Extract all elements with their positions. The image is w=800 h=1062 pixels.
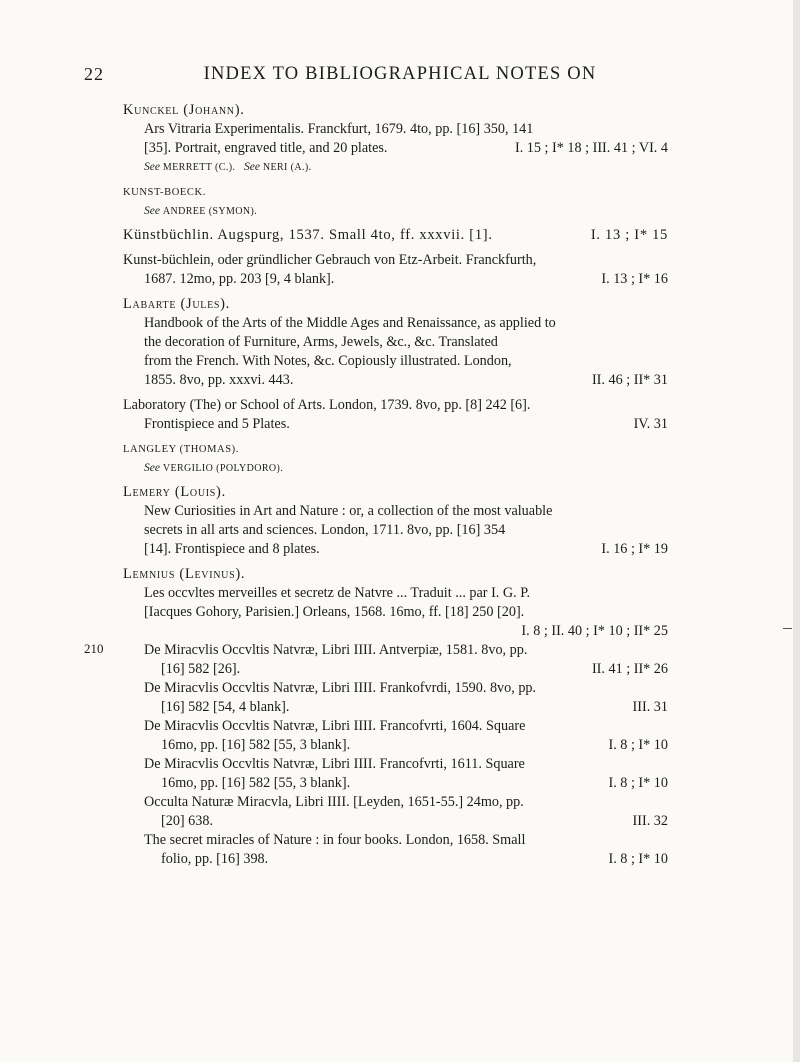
- margin-number: 210: [84, 641, 104, 656]
- see-label: See: [144, 462, 160, 474]
- see-also: [123, 202, 668, 221]
- entry-line: The secret miracles of Nature : in four books. London, 1658. Small: [144, 832, 526, 848]
- page-number: 22: [84, 64, 104, 84]
- see-also: [123, 459, 668, 478]
- entry-line-text: [14]. Frontispiece and 8 plates.: [144, 541, 320, 557]
- entry-line: [123, 812, 668, 831]
- edition-item: [123, 755, 668, 793]
- entry-line: Laboratory (The) or School of Arts. London, 1739. 8vo, pp. [8] 242 [6].: [123, 397, 531, 413]
- entry-line-text: [35]. Portrait, engraved title, and 20 plates.: [144, 140, 388, 156]
- entry-line: [123, 774, 668, 793]
- see-name: ANDREE (SYMON).: [162, 206, 258, 217]
- entry-lemnius: [123, 565, 668, 641]
- entry-line: [123, 226, 668, 245]
- entry-line: the decoration of Furniture, Arms, Jewels, &c., &c. Translated: [144, 334, 498, 350]
- entry-labarte: [123, 295, 668, 390]
- volume-reference: IV. 31: [633, 416, 668, 432]
- entry-line: [123, 139, 668, 158]
- entry-line-text: 16mo, pp. [16] 582 [55, 3 blank].: [161, 775, 351, 791]
- volume-reference: I. 8 ; I* 10: [608, 775, 668, 791]
- entry-line: [123, 622, 668, 641]
- entry-line: [123, 415, 668, 434]
- edition-item: [123, 641, 668, 679]
- entry-line-text: 16mo, pp. [16] 582 [55, 3 blank].: [161, 737, 351, 753]
- entry-line: De Miracvlis Occvltis Natvræ, Libri IIII. Antverpiæ, 1581. 8vo, pp.: [144, 642, 528, 658]
- volume-reference: I. 8 ; I* 10: [608, 737, 668, 753]
- entry-line: [123, 270, 668, 289]
- entry-line: New Curiosities in Art and Nature : or, a collection of the most valuable: [144, 503, 553, 519]
- entry-line: [123, 660, 668, 679]
- volume-reference: I. 8 ; II. 40 ; I* 10 ; II* 25: [521, 623, 668, 639]
- entry-heading: Lemnius (Levinus).: [123, 566, 246, 582]
- entry-line-text: [20] 638.: [161, 813, 214, 829]
- edition-item: [123, 717, 668, 755]
- entry-kunstbuchlin: [123, 226, 668, 245]
- volume-reference: II. 46 ; II* 31: [591, 372, 668, 388]
- entry-line: [123, 371, 668, 390]
- volume-reference: I. 13 ; I* 15: [590, 227, 668, 243]
- entry-heading: Lemery (Louis).: [123, 484, 226, 500]
- entry-heading: KUNST-BOECK.: [123, 187, 206, 198]
- edition-item: [123, 831, 668, 869]
- entry-line: [123, 736, 668, 755]
- entry-laboratory: [123, 396, 668, 434]
- volume-reference: III. 31: [632, 699, 668, 715]
- page-title: INDEX TO BIBLIOGRAPHICAL NOTES ON: [203, 64, 597, 84]
- entry-line-text: Frontispiece and 5 Plates.: [144, 416, 290, 432]
- entry-line: Occulta Naturæ Miracvla, Libri IIII. [Leyden, 1651-55.] 24mo, pp.: [144, 794, 524, 810]
- entry-line: Les occvltes merveilles et secretz de Natvre ... Traduit ... par I. G. P.: [144, 585, 531, 601]
- entry-line: Kunst-büchlein, oder gründlicher Gebrauch von Etz-Arbeit. Franckfurth,: [123, 252, 537, 268]
- entry-line-text: [16] 582 [54, 4 blank].: [161, 699, 290, 715]
- volume-reference: III. 32: [632, 813, 668, 829]
- entry-line: Ars Vitraria Experimentalis. Franckfurt, 1679. 4to, pp. [16] 350, 141: [144, 121, 534, 137]
- entry-line: Handbook of the Arts of the Middle Ages and Renaissance, as applied to: [144, 315, 556, 331]
- lemnius-editions: [0, 641, 800, 869]
- volume-reference: II. 41 ; II* 26: [591, 661, 668, 677]
- entry-kunst-buchlein: [123, 251, 668, 289]
- see-name: NERI (A.).: [262, 162, 312, 173]
- entry-kunckel: [123, 101, 668, 177]
- entry-line: secrets in all arts and sciences. London, 1711. 8vo, pp. [16] 354: [144, 522, 506, 538]
- see-also: [123, 158, 668, 177]
- see-name: VERGILIO (POLYDORO).: [162, 463, 284, 474]
- entry-line-text: 1687. 12mo, pp. 203 [9, 4 blank].: [144, 271, 335, 287]
- entry-line: De Miracvlis Occvltis Natvræ, Libri IIII. Francofvrti, 1604. Square: [144, 718, 526, 734]
- margin-tick: [783, 628, 792, 629]
- entry-line: [123, 850, 668, 869]
- entry-line: De Miracvlis Occvltis Natvræ, Libri IIII. Frankofvrdi, 1590. 8vo, pp.: [144, 680, 537, 696]
- entry-line: [Iacques Gohory, Parisien.] Orleans, 1568. 16mo, ff. [18] 250 [20].: [144, 604, 525, 620]
- volume-reference: I. 13 ; I* 16: [601, 271, 668, 287]
- entry-line: De Miracvlis Occvltis Natvræ, Libri IIII. Francofvrti, 1611. Square: [144, 756, 525, 772]
- see-name: MERRETT (C.).: [162, 162, 236, 173]
- entry-line-text: Künstbüchlin. Augspurg, 1537. Small 4to, ff. xxxvii. [1].: [123, 227, 493, 243]
- entry-line-text: [16] 582 [26].: [161, 661, 241, 677]
- entry-heading: Labarte (Jules).: [123, 296, 231, 312]
- volume-reference: I. 15 ; I* 18 ; III. 41 ; VI. 4: [514, 140, 668, 156]
- see-label: See: [144, 205, 160, 217]
- entry-line: [123, 698, 668, 717]
- see-label: See: [144, 161, 160, 173]
- entry-heading: LANGLEY (THOMAS).: [123, 444, 239, 455]
- edition-item: [123, 793, 668, 831]
- entry-langley: [123, 440, 668, 478]
- volume-reference: I. 16 ; I* 19: [601, 541, 668, 557]
- volume-reference: I. 8 ; I* 10: [608, 851, 668, 867]
- see-label: See: [243, 161, 260, 173]
- entry-line-text: 1855. 8vo, pp. xxxvi. 443.: [144, 372, 294, 388]
- entry-heading: Kunckel (Johann).: [123, 102, 245, 118]
- entry-line: from the French. With Notes, &c. Copiously illustrated. London,: [144, 353, 512, 369]
- index-content: [0, 101, 800, 869]
- entry-line-text: folio, pp. [16] 398.: [161, 851, 269, 867]
- entry-kunst-boeck: [123, 183, 668, 221]
- entry-lemery: [123, 483, 668, 559]
- page-header: [0, 64, 800, 88]
- edition-item: [123, 679, 668, 717]
- entry-line: [123, 540, 668, 559]
